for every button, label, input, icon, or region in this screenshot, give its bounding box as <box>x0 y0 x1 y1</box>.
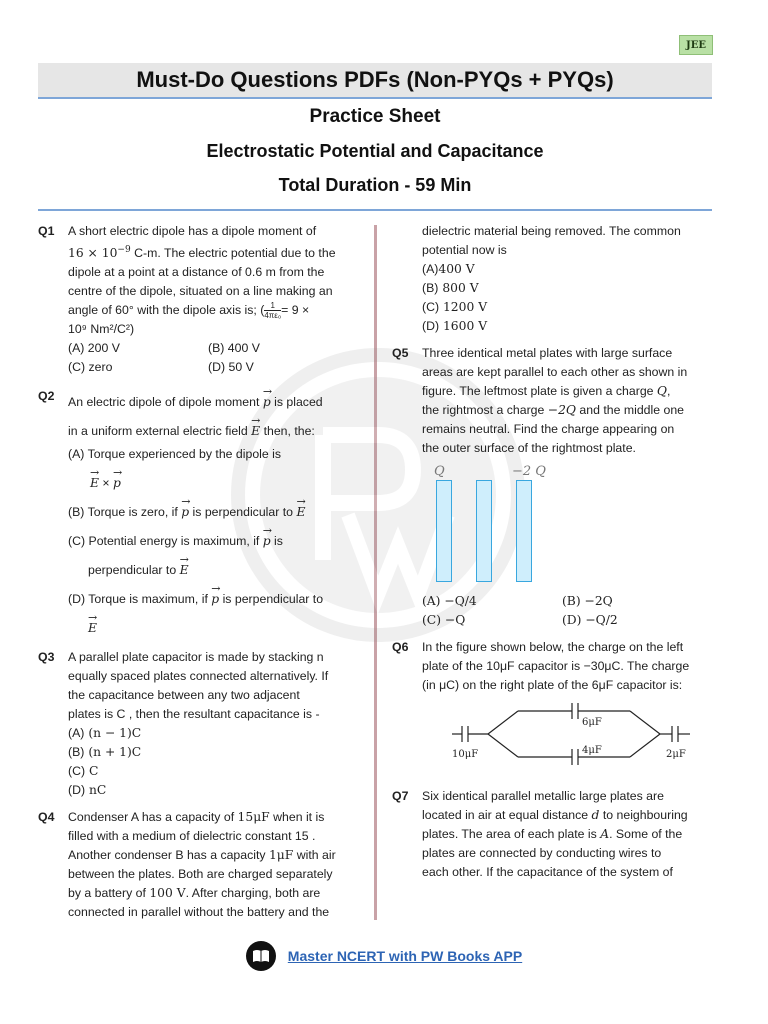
math-expr: Q <box>656 384 668 398</box>
vector-e: → E <box>180 553 189 582</box>
option-value: (n + 1)C <box>84 745 142 760</box>
question-text: plates is C , then the resultant capacitance is - <box>68 707 320 722</box>
question-text: (in μC) on the right plate of the 6μF capacitor is: <box>422 678 683 692</box>
option-d[interactable] <box>422 317 712 336</box>
option-text: perpendicular to <box>88 563 180 578</box>
question-text: areas are kept parallel to each other as shown in <box>422 365 688 379</box>
pw-books-app-link[interactable]: Master NCERT with PW Books APP <box>287 948 523 964</box>
question-q7 <box>392 787 712 882</box>
option-value: 400 V <box>438 262 475 276</box>
option-a[interactable] <box>38 443 350 466</box>
text-run: then, the: <box>260 424 315 439</box>
option-label: (C) <box>68 534 86 549</box>
option-label: (D) <box>422 319 440 333</box>
option-b[interactable]: (B) −2Q <box>562 594 613 608</box>
option-a[interactable] <box>68 724 350 743</box>
plate-middle <box>476 480 492 582</box>
text-run: . Some of the <box>609 827 683 841</box>
question-text <box>422 806 712 825</box>
option-text: Potential energy is maximum, if <box>85 534 263 549</box>
question-text <box>68 241 350 263</box>
math-expr: d <box>591 808 600 822</box>
text-run: with air <box>293 848 336 863</box>
question-text: In the figure shown below, the charge on the left <box>422 640 684 654</box>
option-value: 1200 V <box>439 300 488 314</box>
option-c[interactable]: (C) zero <box>68 360 113 375</box>
vector-p: → p <box>181 495 189 524</box>
question-text: each other. If the capacitance of the system of <box>422 865 673 879</box>
options-grid <box>422 592 712 630</box>
plate-right <box>516 480 532 582</box>
option-value: nC <box>85 783 107 798</box>
option-text: (A) Torque experienced by the dipole is <box>68 447 282 462</box>
plates-figure <box>432 462 572 590</box>
page-title: Must-Do Questions PDFs (Non-PYQs + PYQs) <box>38 63 712 99</box>
text-run: located in air at equal distance <box>422 808 592 822</box>
footer <box>0 940 768 972</box>
question-number: Q7 <box>392 789 409 803</box>
jee-badge: JEE <box>679 35 713 55</box>
text-run: angle of 60° with the dipole axis is; ( <box>68 303 265 318</box>
text-run: Another condenser B has a capacity <box>68 848 269 863</box>
option-label: (D) <box>68 783 86 798</box>
question-text: between the plates. Both are charged separately <box>68 867 333 882</box>
left-column <box>38 222 350 922</box>
text-run: in a uniform external electric field <box>68 424 252 439</box>
vector-p: → p <box>263 524 271 553</box>
question-q4 <box>38 808 350 922</box>
text-run: is placed <box>270 395 323 410</box>
option-text: Torque is zero, if <box>84 505 182 520</box>
option-label: (B) <box>422 281 439 295</box>
option-value: C <box>85 764 99 779</box>
option-d[interactable] <box>68 582 350 611</box>
sheet-title: Practice Sheet <box>309 106 441 127</box>
chapter-title: Electrostatic Potential and Capacitance <box>206 141 544 161</box>
question-q1 <box>38 222 350 377</box>
charge-label-left: Q <box>434 464 445 479</box>
option-value: 800 V <box>438 281 479 295</box>
option-label: (C) <box>68 764 86 779</box>
text-run: the rightmost a charge <box>422 403 548 417</box>
text-run: C-m. The electric potential due to the <box>130 246 336 261</box>
text-run: = 9 × <box>281 303 310 318</box>
option-label: (D) <box>68 592 86 607</box>
question-text: Three identical metal plates with large surface <box>422 346 673 360</box>
fraction-numerator: 1 <box>264 301 281 311</box>
question-number: Q4 <box>38 810 55 825</box>
option-a[interactable]: (A) 200 V <box>68 341 120 356</box>
math-expr: 15μF <box>237 810 270 825</box>
right-column <box>392 222 712 882</box>
label-10uf: 10μF <box>452 749 479 760</box>
option-c[interactable]: (C) −Q <box>422 613 466 627</box>
question-text: the capacitance between any two adjacent <box>68 688 300 703</box>
text-run: Condenser A has a capacity of <box>68 810 238 825</box>
options-grid <box>68 339 350 377</box>
question-text: dielectric material being removed. The common <box>422 224 681 238</box>
question-text: filled with a medium of dielectric constant 15 . <box>68 829 316 844</box>
question-text: connected in parallel without the battery and the <box>68 905 330 920</box>
option-a[interactable] <box>422 260 712 279</box>
vector-p: → p <box>113 466 121 495</box>
header-divider <box>38 209 712 211</box>
question-text <box>68 301 350 320</box>
question-text <box>68 884 350 903</box>
label-6uf: 6μF <box>582 717 602 728</box>
text-run: An electric dipole of dipole moment <box>68 395 263 410</box>
option-text: Torque is maximum, if <box>85 592 212 607</box>
option-b[interactable] <box>422 279 712 298</box>
option-a-expr <box>68 466 350 495</box>
question-text: the outer surface of the rightmost plate. <box>422 441 636 455</box>
question-text <box>422 382 712 401</box>
option-label: (C) <box>422 300 440 314</box>
question-number: Q5 <box>392 346 409 360</box>
label-4uf: 4μF <box>582 745 602 756</box>
question-q4-continued <box>392 222 712 336</box>
question-number: Q3 <box>38 650 55 665</box>
question-text <box>422 825 712 844</box>
vector-e: → E <box>296 495 305 524</box>
text-run: plates. The area of each plate is <box>422 827 601 841</box>
fraction <box>264 301 281 320</box>
option-b[interactable] <box>68 495 350 524</box>
option-value: (n − 1)C <box>84 726 142 741</box>
column-divider <box>374 225 377 920</box>
text-run: . After charging, both are <box>185 886 321 901</box>
question-text <box>68 385 350 414</box>
option-d[interactable] <box>68 781 350 800</box>
option-label: (B) <box>68 505 85 520</box>
question-text <box>68 846 350 865</box>
option-text: is <box>270 534 283 549</box>
option-label: (A) <box>68 726 85 741</box>
text-run: to neighbouring <box>599 808 688 822</box>
question-text <box>422 401 712 420</box>
text-run: by a battery of <box>68 886 150 901</box>
question-text: centre of the dipole, situated on a line making an <box>68 284 333 299</box>
question-text: remains neutral. Find the charge appearing on <box>422 422 675 436</box>
math-expr: 16 × 10 <box>68 246 118 261</box>
capacitor-circuit-diagram <box>450 701 710 767</box>
text-run: figure. The leftmost plate is given a charge <box>422 384 657 398</box>
text-run: , <box>667 384 671 398</box>
vector-p: → p <box>263 385 271 414</box>
math-expr: 1μF <box>268 848 294 863</box>
question-text: plates are connected by conducting wires to <box>422 846 662 860</box>
option-b[interactable] <box>68 743 350 762</box>
math-expr: A <box>600 827 610 841</box>
option-value: 1600 V <box>439 319 488 333</box>
question-q2 <box>38 385 350 640</box>
text-run: and the middle one <box>576 403 685 417</box>
option-b[interactable]: (B) 400 V <box>208 341 260 356</box>
question-text: 10⁹ Nm²/C²) <box>68 322 135 337</box>
plate-left <box>436 480 452 582</box>
question-text: A short electric dipole has a dipole moment of <box>68 224 317 238</box>
question-number: Q2 <box>38 389 55 404</box>
question-number: Q1 <box>38 224 55 238</box>
option-text: is perpendicular to <box>219 592 324 607</box>
cross-symbol: × <box>98 476 113 491</box>
book-icon <box>246 941 276 971</box>
question-number: Q6 <box>392 640 409 654</box>
question-text: dipole at a point at a distance of 0.6 m from the <box>68 265 325 280</box>
math-exponent: −9 <box>117 245 131 255</box>
question-q6 <box>392 638 712 779</box>
question-q5 <box>392 344 712 630</box>
vector-p: → p <box>211 582 219 611</box>
option-c[interactable] <box>422 298 712 317</box>
math-expr: 100 V <box>149 886 186 901</box>
option-d[interactable]: (D) −Q/2 <box>562 613 618 627</box>
option-label: (A) <box>422 262 439 276</box>
option-d-cont <box>68 611 350 640</box>
question-text: plate of the 10μF capacitor is −30μC. The charge <box>422 659 690 673</box>
text-run: when it is <box>269 810 325 825</box>
option-c[interactable] <box>68 524 350 553</box>
question-text <box>68 414 350 443</box>
math-expr: −2Q <box>547 403 576 417</box>
option-text: is perpendicular to <box>189 505 297 520</box>
vector-e: → E <box>90 466 99 495</box>
option-c-cont <box>68 553 350 582</box>
question-q3 <box>38 648 350 800</box>
duration-label: Total Duration - 59 Min <box>278 175 472 195</box>
option-d[interactable]: (D) 50 V <box>208 360 254 375</box>
question-text: equally spaced plates connected alternatively. If <box>68 669 329 684</box>
option-c[interactable] <box>68 762 350 781</box>
vector-e: → E <box>88 611 97 640</box>
option-a[interactable]: (A) −Q/4 <box>422 594 477 608</box>
charge-label-right: −2 Q <box>512 464 546 479</box>
fraction-denominator: 4πε₀ <box>264 311 282 321</box>
question-text <box>68 808 350 827</box>
question-text: A parallel plate capacitor is made by stacking n <box>68 650 324 665</box>
vector-e: → E <box>251 414 260 443</box>
question-text: potential now is <box>422 243 507 257</box>
question-text: Six identical parallel metallic large plates are <box>422 789 664 803</box>
option-label: (B) <box>68 745 85 760</box>
label-2uf: 2μF <box>666 749 686 760</box>
